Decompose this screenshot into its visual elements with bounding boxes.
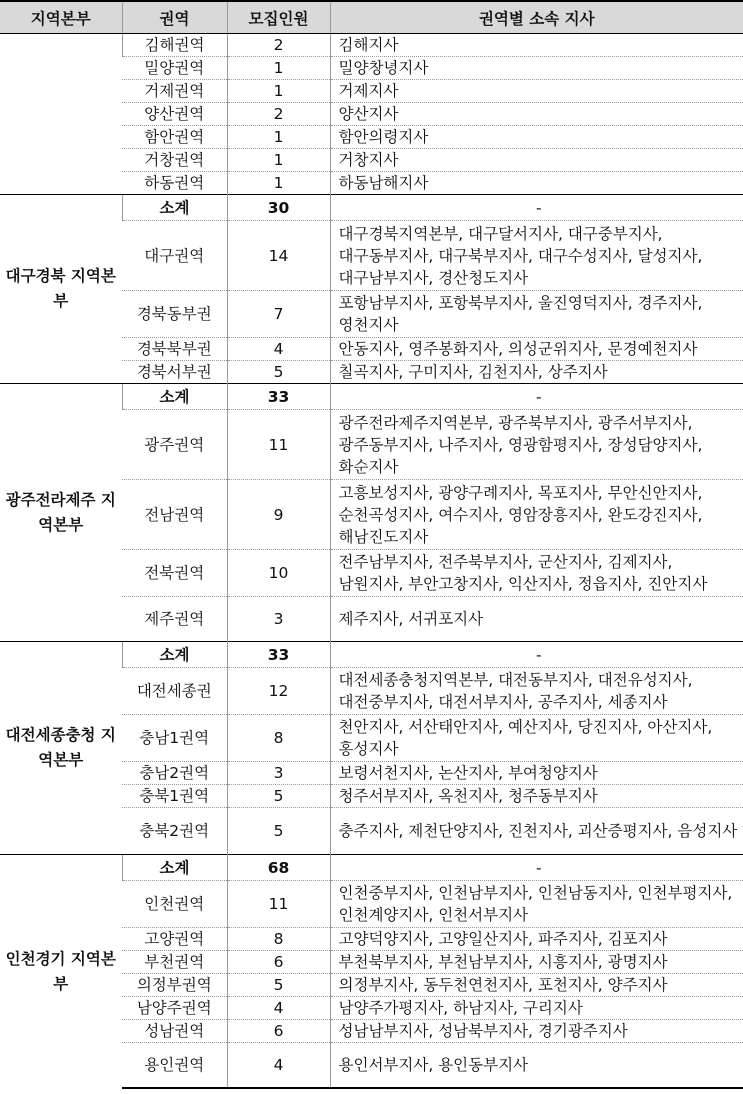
branches-cell: 밀양창녕지사 (330, 57, 743, 80)
area-cell: 성남권역 (122, 1020, 227, 1043)
region-cell: 대전세종충청 지역본부 (0, 642, 122, 855)
subtotal-label: 소계 (122, 642, 227, 668)
subtotal-row (0, 384, 743, 410)
area-cell: 하동권역 (122, 172, 227, 195)
count-cell: 8 (227, 715, 330, 762)
count-cell: 10 (227, 550, 330, 597)
branches-cell: 용인서부지사, 용인동부지사 (330, 1043, 743, 1089)
count-cell: 3 (227, 597, 330, 642)
count-cell: 1 (227, 172, 330, 195)
count-cell: 2 (227, 34, 330, 57)
area-cell: 제주권역 (122, 597, 227, 642)
area-cell: 충북2권역 (122, 808, 227, 855)
area-cell: 경북서부권 (122, 361, 227, 384)
subtotal-label: 소계 (122, 195, 227, 221)
count-cell: 4 (227, 1043, 330, 1089)
region-cell: 광주전라제주 지역본부 (0, 384, 122, 642)
subtotal-branches: - (330, 195, 743, 221)
count-cell: 11 (227, 881, 330, 928)
area-cell: 대구권역 (122, 221, 227, 291)
count-cell: 4 (227, 997, 330, 1020)
count-cell: 8 (227, 928, 330, 951)
area-cell: 밀양권역 (122, 57, 227, 80)
branches-cell: 청주서부지사, 옥천지사, 청주동부지사 (330, 785, 743, 808)
branches-cell: 보령서천지사, 논산지사, 부여청양지사 (330, 762, 743, 785)
region-cell (0, 34, 122, 195)
count-cell: 2 (227, 103, 330, 126)
branches-cell: 충주지사, 제천단양지사, 진천지사, 괴산증평지사, 음성지사 (330, 808, 743, 855)
area-cell: 거창권역 (122, 149, 227, 172)
count-cell: 5 (227, 785, 330, 808)
area-cell: 충북1권역 (122, 785, 227, 808)
subtotal-branches: - (330, 384, 743, 410)
count-cell: 1 (227, 149, 330, 172)
area-cell: 김해권역 (122, 34, 227, 57)
header-row (0, 1, 743, 34)
subtotal-count: 33 (227, 642, 330, 668)
count-cell: 11 (227, 410, 330, 480)
table-header (0, 1, 743, 34)
region-cell: 인천경기 지역본부 (0, 855, 122, 1089)
count-cell: 5 (227, 808, 330, 855)
branches-cell: 하동남해지사 (330, 172, 743, 195)
branches-cell: 고양덕양지사, 고양일산지사, 파주지사, 김포지사 (330, 928, 743, 951)
area-cell: 용인권역 (122, 1043, 227, 1089)
branches-cell: 대전세종충청지역본부, 대전동부지사, 대전유성지사, 대전중부지사, 대전서부지사, 공주지사, 세종지사 (330, 668, 743, 715)
area-cell: 전북권역 (122, 550, 227, 597)
table-row (0, 34, 743, 57)
count-cell: 14 (227, 221, 330, 291)
count-cell: 6 (227, 1020, 330, 1043)
branches-cell: 포항남부지사, 포항북부지사, 울진영덕지사, 경주지사, 영천지사 (330, 291, 743, 338)
subtotal-row (0, 855, 743, 881)
header-branches: 권역별 소속 지사 (330, 1, 743, 34)
count-cell: 1 (227, 80, 330, 103)
count-cell: 1 (227, 57, 330, 80)
region-cell: 대구경북 지역본부 (0, 195, 122, 384)
subtotal-row (0, 642, 743, 668)
branches-cell: 남양주가평지사, 하남지사, 구리지사 (330, 997, 743, 1020)
table-body (0, 34, 743, 1089)
branches-cell: 대구경북지역본부, 대구달서지사, 대구중부지사, 대구동부지사, 대구북부지사, 대구수성지사, 달성지사, 대구남부지사, 경산청도지사 (330, 221, 743, 291)
area-cell: 고양권역 (122, 928, 227, 951)
header-area: 권역 (122, 1, 227, 34)
count-cell: 9 (227, 480, 330, 550)
area-cell: 부천권역 (122, 951, 227, 974)
branches-cell: 제주지사, 서귀포지사 (330, 597, 743, 642)
area-cell: 전남권역 (122, 480, 227, 550)
area-cell: 충남1권역 (122, 715, 227, 762)
subtotal-label: 소계 (122, 384, 227, 410)
area-cell: 함안권역 (122, 126, 227, 149)
subtotal-count: 33 (227, 384, 330, 410)
area-cell: 의정부권역 (122, 974, 227, 997)
subtotal-count: 68 (227, 855, 330, 881)
branches-cell: 거창지사 (330, 149, 743, 172)
subtotal-count: 30 (227, 195, 330, 221)
count-cell: 6 (227, 951, 330, 974)
subtotal-row (0, 195, 743, 221)
count-cell: 12 (227, 668, 330, 715)
header-count: 모집인원 (227, 1, 330, 34)
count-cell: 3 (227, 762, 330, 785)
count-cell: 1 (227, 126, 330, 149)
count-cell: 4 (227, 338, 330, 361)
branches-cell: 고흥보성지사, 광양구례지사, 목포지사, 무안신안지사, 순천곡성지사, 여수지사, 영암장흥지사, 완도강진지사, 해남진도지사 (330, 480, 743, 550)
branches-cell: 의정부지사, 동두천연천지사, 포천지사, 양주지사 (330, 974, 743, 997)
branches-cell: 함안의령지사 (330, 126, 743, 149)
subtotal-branches: - (330, 642, 743, 668)
subtotal-label: 소계 (122, 855, 227, 881)
branches-cell: 전주남부지사, 전주북부지사, 군산지사, 김제지사, 남원지사, 부안고창지사, 익산지사, 정읍지사, 진안지사 (330, 550, 743, 597)
branches-cell: 양산지사 (330, 103, 743, 126)
branches-cell: 성남남부지사, 성남북부지사, 경기광주지사 (330, 1020, 743, 1043)
area-cell: 경북동부권 (122, 291, 227, 338)
area-cell: 대전세종권 (122, 668, 227, 715)
branches-cell: 칠곡지사, 구미지사, 김천지사, 상주지사 (330, 361, 743, 384)
header-region: 지역본부 (0, 1, 122, 34)
area-cell: 경북북부권 (122, 338, 227, 361)
branches-cell: 안동지사, 영주봉화지사, 의성군위지사, 문경예천지사 (330, 338, 743, 361)
area-cell: 인천권역 (122, 881, 227, 928)
area-cell: 충남2권역 (122, 762, 227, 785)
branches-cell: 거제지사 (330, 80, 743, 103)
branches-cell: 천안지사, 서산태안지사, 예산지사, 당진지사, 아산지사, 홍성지사 (330, 715, 743, 762)
count-cell: 5 (227, 974, 330, 997)
area-cell: 양산권역 (122, 103, 227, 126)
branches-cell: 부천북부지사, 부천남부지사, 시흥지사, 광명지사 (330, 951, 743, 974)
area-cell: 남양주권역 (122, 997, 227, 1020)
branches-cell: 인천중부지사, 인천남부지사, 인천남동지사, 인천부평지사, 인천계양지사, 인천서부지사 (330, 881, 743, 928)
subtotal-branches: - (330, 855, 743, 881)
count-cell: 5 (227, 361, 330, 384)
area-cell: 거제권역 (122, 80, 227, 103)
area-cell: 광주권역 (122, 410, 227, 480)
branches-cell: 광주전라제주지역본부, 광주북부지사, 광주서부지사, 광주동부지사, 나주지사, 영광함평지사, 장성담양지사, 화순지사 (330, 410, 743, 480)
branches-cell: 김해지사 (330, 34, 743, 57)
count-cell: 7 (227, 291, 330, 338)
